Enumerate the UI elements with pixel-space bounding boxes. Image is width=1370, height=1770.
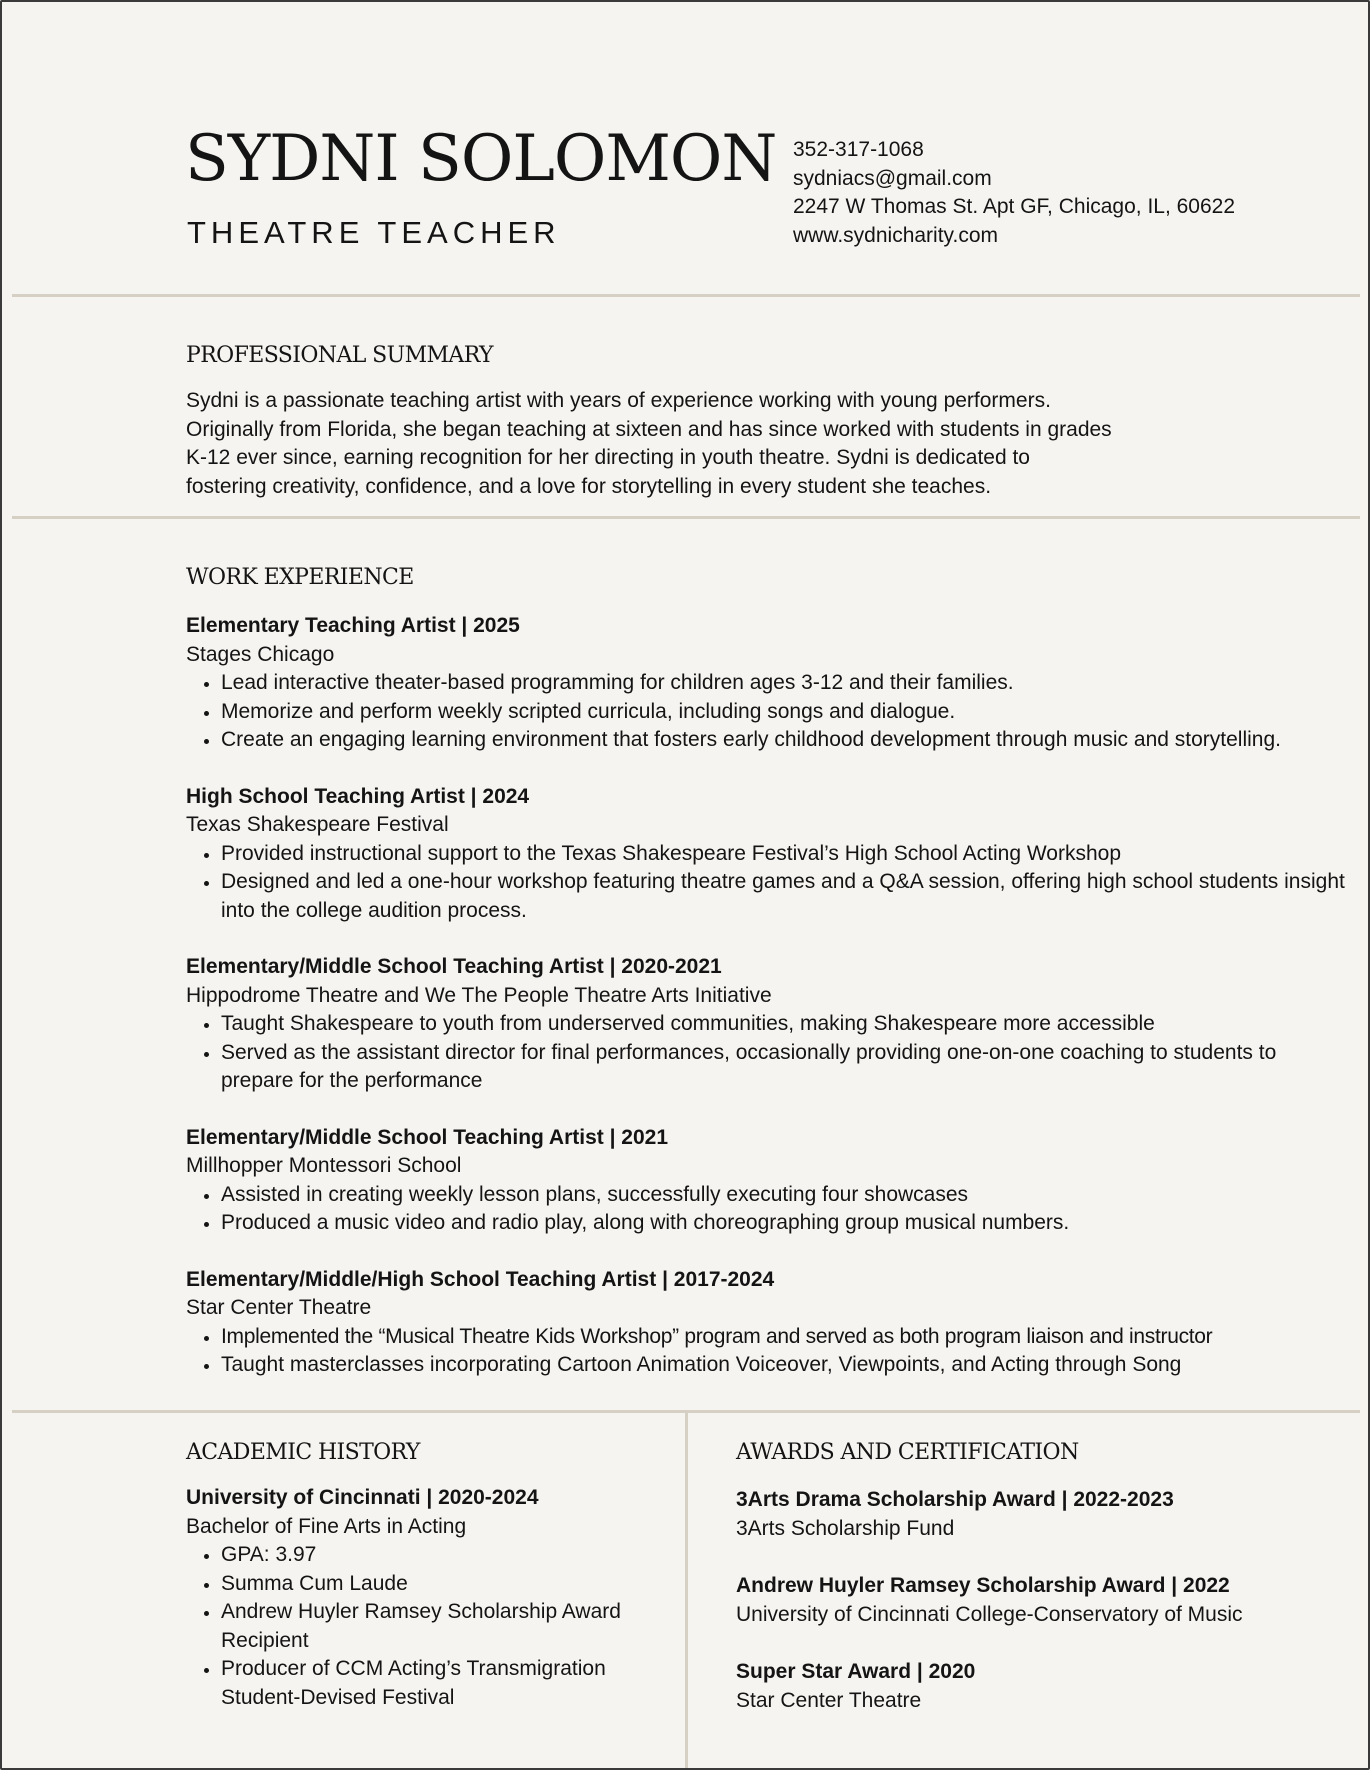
- job-bullet: • Create an engaging learning environment that fosters early childhood development through music and storytelling.: [221, 726, 1346, 755]
- job-title: THEATRE TEACHER: [187, 215, 561, 250]
- academic-block: [186, 1484, 656, 1712]
- summary-text: [186, 387, 1286, 501]
- job-entry-title: Elementary/Middle School Teaching Artist | 2021: [186, 1125, 669, 1149]
- academic-bullets: [186, 1541, 656, 1712]
- phone-number: 352-317-1068: [793, 138, 924, 161]
- job-bullet: • Memorize and perform weekly scripted curricula, including songs and dialogue.: [221, 698, 1346, 727]
- award-title: Super Star Award | 2020: [736, 1660, 976, 1683]
- job-entry-org: Stages Chicago: [186, 642, 335, 666]
- experience-heading: WORK EXPERIENCE: [186, 565, 414, 590]
- job-bullet: • Taught masterclasses incorporating Cartoon Animation Voiceover, Viewpoints, and Acting through Song: [221, 1351, 1361, 1380]
- awards-heading: AWARDS AND CERTIFICATION: [736, 1440, 1079, 1465]
- summary-line: fostering creativity, confidence, and a love for storytelling in every student she teaches.: [186, 474, 992, 498]
- job-bullet: • Provided instructional support to the Texas Shakespeare Festival’s High School Acting Workshop: [221, 840, 1346, 869]
- summary-line: Sydni is a passionate teaching artist with years of experience working with young performers.: [186, 389, 1051, 412]
- job-entry: [186, 1124, 1346, 1238]
- header-divider: [12, 294, 1360, 297]
- award-org: University of Cincinnati College-Conservatory of Music: [736, 1602, 1243, 1626]
- email-address: sydniacs@gmail.com: [793, 166, 992, 190]
- job-entry-title: Elementary/Middle School Teaching Artist | 2020-2021: [186, 955, 722, 978]
- job-bullet: • Assisted in creating weekly lesson plans, successfully executing four showcases: [221, 1181, 1346, 1210]
- award-entry: [736, 1658, 1336, 1715]
- job-bullets: [186, 1181, 1346, 1238]
- award-title: Andrew Huyler Ramsey Scholarship Award | 2022: [736, 1574, 1230, 1597]
- candidate-name: SYDNI SOLOMON: [185, 122, 777, 196]
- experience-list: [186, 612, 1346, 1380]
- job-bullets: [186, 669, 1346, 755]
- job-entry: [186, 612, 1346, 755]
- website-link: www.sydnicharity.com: [793, 223, 998, 247]
- job-entry-title: Elementary Teaching Artist | 2025: [186, 614, 520, 637]
- job-bullet: • Produced a music video and radio play, along with choreographing group musical numbers.: [221, 1209, 1346, 1238]
- award-title: 3Arts Drama Scholarship Award | 2022-2023: [736, 1488, 1174, 1511]
- street-address: 2247 W Thomas St. Apt GF, Chicago, IL, 60622: [793, 195, 1236, 218]
- contact-block: [793, 136, 1235, 250]
- summary-divider: [12, 516, 1360, 519]
- job-entry-title: High School Teaching Artist | 2024: [186, 784, 530, 808]
- column-divider: [685, 1412, 688, 1768]
- job-entry: [186, 953, 1346, 1096]
- job-entry-org: Hippodrome Theatre and We The People Theatre Arts Initiative: [186, 983, 772, 1007]
- awards-block: [736, 1486, 1336, 1744]
- academic-bullet: • Summa Cum Laude: [221, 1570, 656, 1599]
- job-entry: [186, 1266, 1346, 1380]
- award-entry: [736, 1572, 1336, 1629]
- job-entry-org: Texas Shakespeare Festival: [186, 813, 449, 836]
- job-bullet: • Implemented the “Musical Theatre Kids Workshop” program and served as both program liaison and instructor: [221, 1323, 1361, 1352]
- job-entry-title: Elementary/Middle/High School Teaching Artist | 2017-2024: [186, 1267, 775, 1291]
- academic-heading: ACADEMIC HISTORY: [186, 1440, 420, 1465]
- job-entry-org: Millhopper Montessori School: [186, 1154, 462, 1177]
- school-title: University of Cincinnati | 2020-2024: [186, 1486, 539, 1509]
- academic-bullet: • GPA: 3.97: [221, 1541, 656, 1570]
- summary-line: Originally from Florida, she began teaching at sixteen and has since worked with students in grades: [186, 417, 1112, 441]
- job-bullet: • Taught Shakespeare to youth from underserved communities, making Shakespeare more accessible: [221, 1010, 1346, 1039]
- academic-bullet: • Andrew Huyler Ramsey Scholarship Award Recipient: [221, 1598, 656, 1655]
- job-bullet: • Designed and led a one-hour workshop featuring theatre games and a Q&A session, offering high school students insight into the college audition process.: [221, 868, 1346, 925]
- summary-heading: PROFESSIONAL SUMMARY: [186, 343, 493, 368]
- job-bullets: [186, 1323, 1361, 1380]
- academic-bullet: • Producer of CCM Acting’s Transmigration Student-Devised Festival: [221, 1655, 656, 1712]
- job-bullet: • Served as the assistant director for final performances, occasionally providing one-on-one coaching to students to prepare for the performance: [221, 1039, 1346, 1096]
- award-org: 3Arts Scholarship Fund: [736, 1516, 955, 1540]
- award-org: Star Center Theatre: [736, 1688, 922, 1712]
- degree: Bachelor of Fine Arts in Acting: [186, 1514, 467, 1538]
- job-entry-org: Star Center Theatre: [186, 1296, 372, 1319]
- summary-line: K-12 ever since, earning recognition for her directing in youth theatre. Sydni is dedicated to: [186, 446, 1030, 469]
- job-bullets: [186, 840, 1346, 926]
- job-entry: [186, 783, 1346, 926]
- award-entry: [736, 1486, 1336, 1543]
- job-bullet: • Lead interactive theater-based programming for children ages 3-12 and their families.: [221, 669, 1346, 698]
- job-bullets: [186, 1010, 1346, 1096]
